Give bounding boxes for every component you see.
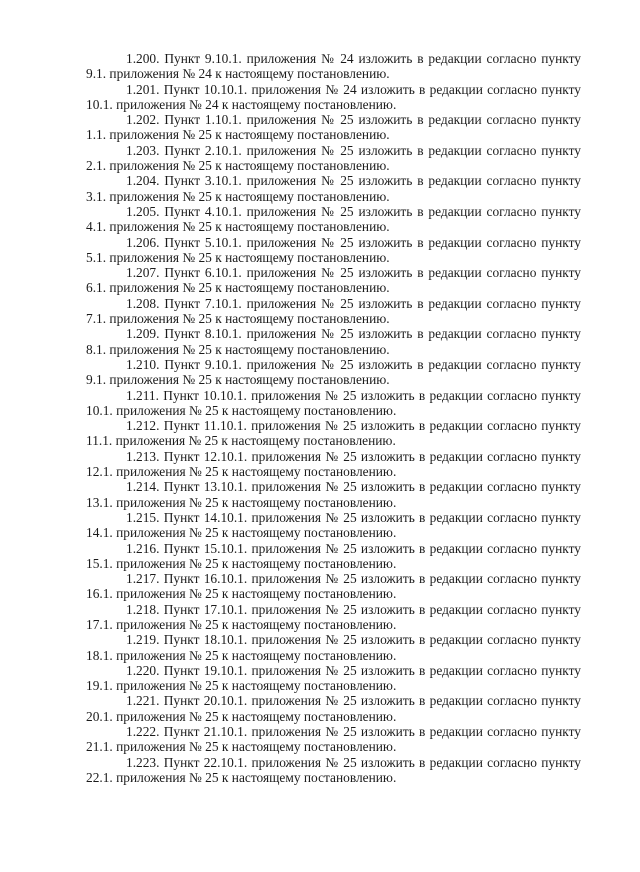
paragraph-1-222: 1.222. Пункт 21.10.1. приложения № 25 изложить в редакции согласно пункту 21.1. приложения № 25 к настоящему постановлению. xyxy=(86,724,581,755)
paragraph-1-200: 1.200. Пункт 9.10.1. приложения № 24 изложить в редакции согласно пункту 9.1. приложения № 24 к настоящему постановлению. xyxy=(86,51,581,82)
paragraph-1-223: 1.223. Пункт 22.10.1. приложения № 25 изложить в редакции согласно пункту 22.1. приложения № 25 к настоящему постановлению. xyxy=(86,754,581,785)
paragraph-1-220: 1.220. Пункт 19.10.1. приложения № 25 изложить в редакции согласно пункту 19.1. приложения № 25 к настоящему постановлению. xyxy=(86,662,581,694)
paragraph-1-207: 1.207. Пункт 6.10.1. приложения № 25 изложить в редакции согласно пункту 6.1. приложения № 25 к настоящему постановлению. xyxy=(86,265,581,296)
paragraph-1-214: 1.214. Пункт 13.10.1. приложения № 25 изложить в редакции согласно пункту 13.1. приложения № 25 к настоящему постановлению. xyxy=(86,479,581,510)
paragraph-1-211: 1.211. Пункт 10.10.1. приложения № 25 изложить в редакции согласно пункту 10.1. приложения № 25 к настоящему постановлению. xyxy=(86,387,581,418)
paragraph-1-206: 1.206. Пункт 5.10.1. приложения № 25 изложить в редакции согласно пункту 5.1. приложения № 25 к настоящему постановлению. xyxy=(86,234,581,265)
paragraph-1-204: 1.204. Пункт 3.10.1. приложения № 25 изложить в редакции согласно пункту 3.1. приложения № 25 к настоящему постановлению. xyxy=(86,173,581,204)
paragraph-1-216: 1.216. Пункт 15.10.1. приложения № 25 изложить в редакции согласно пункту 15.1. приложения № 25 к настоящему постановлению. xyxy=(86,540,581,571)
paragraph-1-212: 1.212. Пункт 11.10.1. приложения № 25 изложить в редакции согласно пункту 11.1. приложения № 25 к настоящему постановлению. xyxy=(86,418,581,449)
paragraph-1-201: 1.201. Пункт 10.10.1. приложения № 24 изложить в редакции согласно пункту 10.1. приложения № 24 к настоящему постановлению. xyxy=(86,81,581,112)
paragraph-1-208: 1.208. Пункт 7.10.1. приложения № 25 изложить в редакции согласно пункту 7.1. приложения № 25 к настоящему постановлению. xyxy=(86,295,581,327)
paragraph-1-218: 1.218. Пункт 17.10.1. приложения № 25 изложить в редакции согласно пункту 17.1. приложения № 25 к настоящему постановлению. xyxy=(86,601,581,632)
paragraph-1-203: 1.203. Пункт 2.10.1. приложения № 25 изложить в редакции согласно пункту 2.1. приложения № 25 к настоящему постановлению. xyxy=(86,142,581,174)
paragraph-1-219: 1.219. Пункт 18.10.1. приложения № 25 изложить в редакции согласно пункту 18.1. приложения № 25 к настоящему постановлению. xyxy=(86,632,581,663)
document-body xyxy=(86,51,581,785)
paragraph-1-213: 1.213. Пункт 12.10.1. приложения № 25 изложить в редакции согласно пункту 12.1. приложения № 25 к настоящему постановлению. xyxy=(86,448,581,480)
paragraph-1-217: 1.217. Пункт 16.10.1. приложения № 25 изложить в редакции согласно пункту 16.1. приложения № 25 к настоящему постановлению. xyxy=(86,571,581,602)
paragraph-1-210: 1.210. Пункт 9.10.1. приложения № 25 изложить в редакции согласно пункту 9.1. приложения № 25 к настоящему постановлению. xyxy=(86,356,581,388)
paragraph-1-221: 1.221. Пункт 20.10.1. приложения № 25 изложить в редакции согласно пункту 20.1. приложения № 25 к настоящему постановлению. xyxy=(86,693,581,724)
paragraph-1-205: 1.205. Пункт 4.10.1. приложения № 25 изложить в редакции согласно пункту 4.1. приложения № 25 к настоящему постановлению. xyxy=(86,203,581,235)
paragraph-1-215: 1.215. Пункт 14.10.1. приложения № 25 изложить в редакции согласно пункту 14.1. приложения № 25 к настоящему постановлению. xyxy=(86,509,581,541)
paragraph-1-202: 1.202. Пункт 1.10.1. приложения № 25 изложить в редакции согласно пункту 1.1. приложения № 25 к настоящему постановлению. xyxy=(86,112,581,143)
paragraph-1-209: 1.209. Пункт 8.10.1. приложения № 25 изложить в редакции согласно пункту 8.1. приложения № 25 к настоящему постановлению. xyxy=(86,326,581,357)
